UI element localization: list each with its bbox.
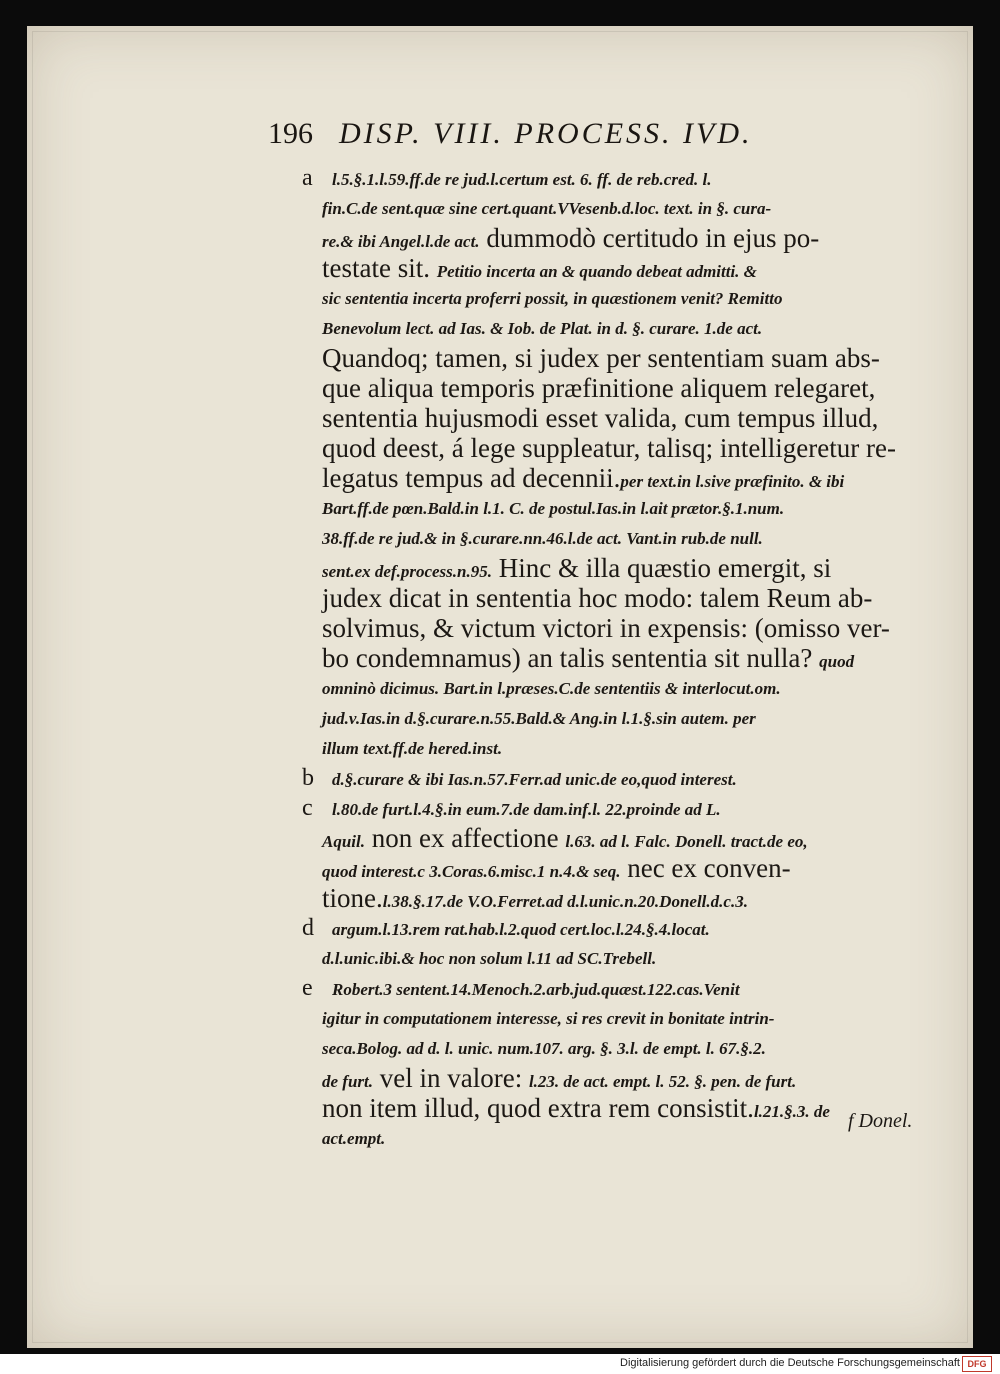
text-line (302, 1093, 938, 1123)
running-head (268, 117, 753, 151)
page-text (302, 163, 938, 1153)
roman-text: vel in valore: (373, 1063, 529, 1093)
text-line (302, 943, 938, 973)
note-marker: d (302, 915, 314, 941)
text-line (302, 1063, 938, 1093)
text-line (302, 973, 938, 1003)
italic-citation: re.& ibi Angel.l.de act. (322, 232, 480, 251)
italic-citation: fin.C.de sent.quæ sine cert.quant.VVesenb.d.loc. text. in §. cura- (322, 199, 772, 218)
text-line (302, 913, 938, 943)
roman-text: que aliqua temporis præfinitione aliquem relegaret, (322, 373, 876, 403)
italic-citation: quod interest.c 3.Coras.6.misc.1 n.4.& seq. (322, 862, 621, 881)
text-line (302, 283, 938, 313)
roman-text: testate sit. (322, 253, 437, 283)
italic-citation: per text.in l.sive præfinito. & ibi (620, 472, 845, 491)
italic-citation: seca.Bolog. ad d. l. unic. num.107. arg. §. 3.l. de empt. l. 67.§.2. (322, 1039, 766, 1058)
note-marker: e (302, 975, 313, 1001)
catchword: f Donel. (848, 1110, 913, 1132)
note-marker: b (302, 765, 314, 791)
running-title: DISP. VIII. PROCESS. IVD. (339, 117, 753, 150)
italic-citation: illum text.ff.de hered.inst. (322, 739, 503, 758)
italic-citation: Benevolum lect. ad Ias. & Iob. de Plat. in d. §. curare. 1.de act. (322, 319, 763, 338)
text-line (302, 433, 938, 463)
text-line (302, 253, 938, 283)
text-line (302, 403, 938, 433)
roman-text: nec ex conven- (620, 853, 791, 883)
roman-text: dummodò certitudo in ejus po- (479, 223, 820, 253)
text-line (302, 733, 938, 763)
text-line (302, 613, 938, 643)
italic-citation: Petitio incerta an & quando debeat admitti. & (436, 262, 757, 281)
text-line (302, 343, 938, 373)
text-line (302, 163, 938, 193)
text-line (302, 643, 938, 673)
italic-citation: jud.v.Ias.in d.§.curare.n.55.Bald.& Ang.in l.1.§.sin autem. per (322, 709, 756, 728)
text-line (302, 463, 938, 493)
italic-citation: l.80.de furt.l.4.§.in eum.7.de dam.inf.l. 22.proinde ad L. (332, 800, 721, 819)
italic-citation: d.§.curare & ibi Ias.n.57.Ferr.ad unic.de eo,quod interest. (332, 770, 737, 789)
text-line (302, 523, 938, 553)
text-line (302, 793, 938, 823)
roman-text: Quandoq; tamen, si judex per sententiam suam abs- (322, 343, 880, 373)
italic-citation: Aquil. (322, 832, 365, 851)
text-line (302, 823, 938, 853)
note-marker: c (302, 795, 313, 821)
roman-text: non ex affectione (365, 823, 566, 853)
text-line (302, 313, 938, 343)
italic-citation: act.empt. (322, 1129, 386, 1148)
roman-text: sententia hujusmodi esset valida, cum tempus illud, (322, 403, 879, 433)
roman-text: judex dicat in sententia hoc modo: talem Reum ab- (322, 583, 873, 613)
roman-text: Hinc & illa quæstio emergit, si (491, 553, 832, 583)
text-line (302, 853, 938, 883)
italic-citation: sent.ex def.process.n.95. (322, 562, 492, 581)
roman-text: legatus tempus ad decennii. (322, 463, 621, 493)
text-line (302, 583, 938, 613)
text-line (302, 493, 938, 523)
text-line (302, 553, 938, 583)
italic-citation: d.l.unic.ibi.& hoc non solum l.11 ad SC.Trebell. (322, 949, 657, 968)
roman-text: non item illud, quod extra rem consistit. (322, 1093, 754, 1123)
text-line (302, 1033, 938, 1063)
text-line (302, 883, 938, 913)
italic-citation: Bart.ff.de pœn.Bald.in l.1. C. de postul.Ias.in l.ait prætor.§.1.num. (322, 499, 785, 518)
italic-citation: quod (819, 652, 855, 671)
text-line (302, 1123, 938, 1153)
note-marker: a (302, 165, 313, 191)
italic-citation: igitur in computationem interesse, si res crevit in bonitate intrin- (322, 1009, 775, 1028)
italic-citation: 38.ff.de re jud.& in §.curare.nn.46.l.de act. Vant.in rub.de null. (322, 529, 763, 548)
italic-citation: l.23. de act. empt. l. 52. §. pen. de furt. (528, 1072, 797, 1091)
text-line (302, 763, 938, 793)
text-line (302, 703, 938, 733)
italic-citation: de furt. (322, 1072, 373, 1091)
italic-citation: l.38.§.17.de V.O.Ferret.ad d.l.unic.n.20.Donell.d.c.3. (382, 892, 748, 911)
text-line (302, 373, 938, 403)
text-line (302, 1003, 938, 1033)
italic-citation: sic sententia incerta proferri possit, in quæstionem venit? Remitto (322, 289, 783, 308)
text-line (302, 223, 938, 253)
italic-citation: Robert.3 sentent.14.Menoch.2.arb.jud.quæst.122.cas.Venit (332, 980, 740, 999)
text-line (302, 673, 938, 703)
footer-credit: Digitalisierung gefördert durch die Deutsche Forschungsgemeinschaft (620, 1357, 960, 1369)
roman-text: quod deest, á lege suppleatur, talisq; intelligeretur re- (322, 433, 896, 463)
dfg-logo: DFG (962, 1356, 992, 1372)
italic-citation: l.21.§.3. de (753, 1102, 830, 1121)
page-number: 196 (268, 117, 313, 150)
italic-citation: l.5.§.1.l.59.ff.de re jud.l.certum est. 6. ff. de reb.cred. l. (332, 170, 712, 189)
roman-text: tione. (322, 883, 383, 913)
roman-text: bo condemnamus) an talis sententia sit nulla? (322, 643, 820, 673)
text-line (302, 193, 938, 223)
italic-citation: argum.l.13.rem rat.hab.l.2.quod cert.loc.l.24.§.4.locat. (332, 920, 710, 939)
italic-citation: omninò dicimus. Bart.in l.præses.C.de sententiis & interlocut.om. (322, 679, 781, 698)
roman-text: solvimus, & victum victori in expensis: (omisso ver- (322, 613, 890, 643)
italic-citation: l.63. ad l. Falc. Donell. tract.de eo, (565, 832, 808, 851)
